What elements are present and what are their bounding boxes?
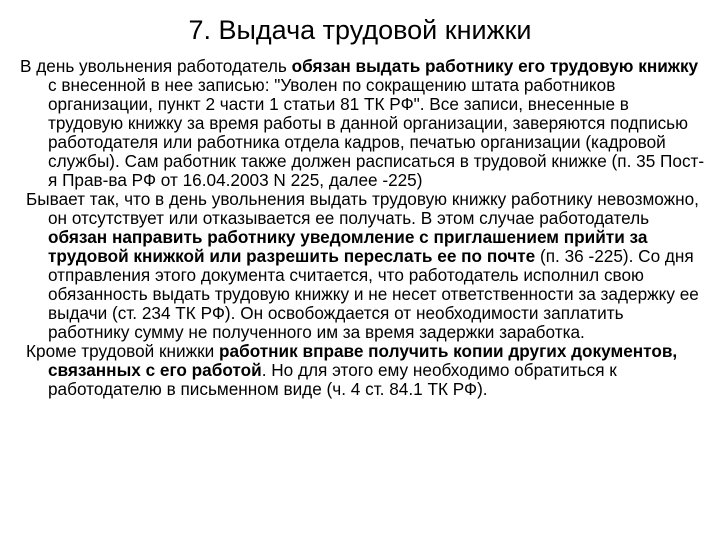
paragraph-dismissal-day [20,57,708,190]
paragraph-absent-employee [20,190,708,342]
text-run: (п. 36 -225). Со дня отправления этого документа считается, что работодатель исполнил свою обязанность выдать трудовую книжку и не несет ответственности за задержку ее выдачи (ст. 234 ТК РФ). Он освобождается от необходимости заплатить работнику сумму не полученного им за время задержки заработка. [48,246,699,342]
bold-text-run: обязан выдать работнику его трудовую книжку [291,56,699,76]
bold-text-run: работник вправе получить копии других документов, связанных с его работой [48,341,678,380]
paragraph-document-copies [20,342,708,399]
text-run: Кроме трудовой книжки [26,341,220,361]
slide-title: 7. Выдача трудовой книжки [188,15,532,45]
text-run: . Но для этого ему необходимо обратиться к работодателю в письменном виде (ч. 4 ст. 84.1 ТК РФ). [48,360,617,399]
text-run: Бывает так, что в день увольнения выдать трудовую книжку работнику невозможно, он отсутствует или отказывается ее получать. В этом случае работодатель [26,189,699,228]
text-run: В день увольнения работодатель [20,56,292,76]
text-run: с внесенной в нее записью: "Уволен по сокращению штата работников организации, пункт 2 части 1 статьи 81 ТК РФ". Все записи, внесенные в трудовую книжку за время работы в данной организации, заверяются подписью работодателя или работника отдела кадров, печатью организации (кадровой службы). Сам работник также должен расписаться в трудовой книжке (п. 35 Пост-я Прав-ва РФ от 16.04.2003 N 225, далее -225) [48,75,705,190]
slide-body [20,57,708,399]
bold-text-run: обязан направить работнику уведомление с приглашением прийти за трудовой книжкой или разрешить переслать ее по почте [48,227,648,266]
